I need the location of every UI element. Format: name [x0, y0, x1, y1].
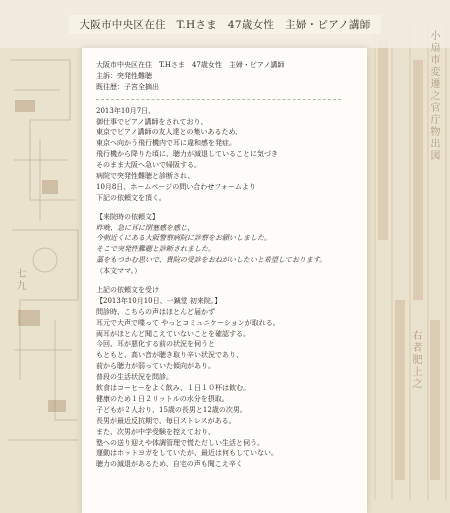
map-label-left: 七九: [14, 268, 25, 292]
patient-profile: 大阪市中央区在住 T.Hさま 47歳女性 主婦・ピアノ講師: [96, 61, 285, 69]
request-line: 藁をもつかむ思いで、貴院の受診をおねがいしたいと希望しております。: [96, 256, 327, 265]
body-line: そのまま大阪へ急いで帰阪する。: [96, 161, 201, 170]
after-line: 前から聴力が弱っていた傾向があり。: [96, 362, 215, 371]
request-heading: 【来院時の依頼文】: [96, 212, 159, 221]
testimonial-content: [96, 60, 358, 470]
page-title: 大阪市中央区在住 T.Hさま 47歳女性 主婦・ピアノ講師: [69, 15, 380, 34]
visit-heading: 【2013年10月10日、一鍼堂 初来院。】: [96, 296, 222, 305]
body-line: 2013年10月7日、: [96, 106, 156, 115]
title-bar: [0, 0, 450, 48]
request-line: 今朝近くにある大阪警察病院に診察をお願いしました。: [96, 234, 271, 243]
after-line: 子どもが２人おり、15歳の長男と12歳の次男。: [96, 405, 247, 414]
divider: [96, 94, 341, 100]
after-line: 普段の生活状況を問診。: [96, 373, 173, 382]
after-line: もともと、高い音が聴き取り辛い状況であり、: [96, 351, 243, 360]
chief-complaint: 主訴：突発性難聴: [96, 71, 152, 80]
after-line: 運動はホットヨガをしていたが、最近は何もしていない。: [96, 449, 278, 458]
after-line: 両耳がほとんど聞こえていないことを確認する。: [96, 329, 250, 338]
body-line: 10月8日、ホームページの問い合わせフォームより: [96, 182, 256, 191]
after-line: また、次男が中学受験を控えており、: [96, 427, 215, 436]
after-line: 塾への送り迎えや体調管理で慌ただしい生活と伺う。: [96, 438, 264, 447]
body-line: 東京へ向かう飛行機内で耳に違和感を発症。: [96, 139, 236, 148]
request-line: 昨晩、急に耳に閉塞感を感じ、: [96, 223, 194, 232]
after-line: 問診時、こちらの声はほとんど届かず: [96, 307, 215, 316]
after-line: 聴力の減退があるため、自宅の声も聞こえ辛く: [96, 460, 243, 469]
body-line: 御仕事でピアノ講師をされており、: [96, 117, 208, 126]
after-line: 健康のため１日２リットルの水分を摂取。: [96, 394, 229, 403]
body-line: 病院で突発性難聴と診断され、: [96, 172, 195, 181]
request-line: そこで突発性難聴と診断されました。: [96, 245, 215, 254]
after-line: 飲食はコーヒーをよく飲み、１日１０杯は飲む。: [96, 384, 251, 393]
after-line: 今回、耳が悪化する前の状況を伺うと: [96, 340, 215, 349]
map-label-right-top: 小扇市変遷之官庁物出図: [428, 30, 439, 162]
medical-history: 既往歴：子宮全摘出: [96, 82, 159, 91]
request-note: （本文ママ。）: [96, 267, 142, 276]
after-line: 耳元で大声で喋って やっとコミュニケーションが取れる。: [96, 318, 280, 327]
after-line: 長男が最近反抗期で、毎日ストレスがある。: [96, 416, 236, 425]
body-line: 飛行機から降りた頃に、聴力が減退していることに気づき: [96, 150, 278, 159]
after-line: 上記の依頼文を受け: [96, 286, 159, 295]
body-line: 東京でピアノ講師の友人達との集いあるため、: [96, 128, 243, 137]
map-label-right-bottom: 右者肥上之: [410, 330, 421, 390]
testimonial-paper: [82, 48, 367, 513]
body-line: 下記の依頼文を頂く。: [96, 193, 166, 202]
